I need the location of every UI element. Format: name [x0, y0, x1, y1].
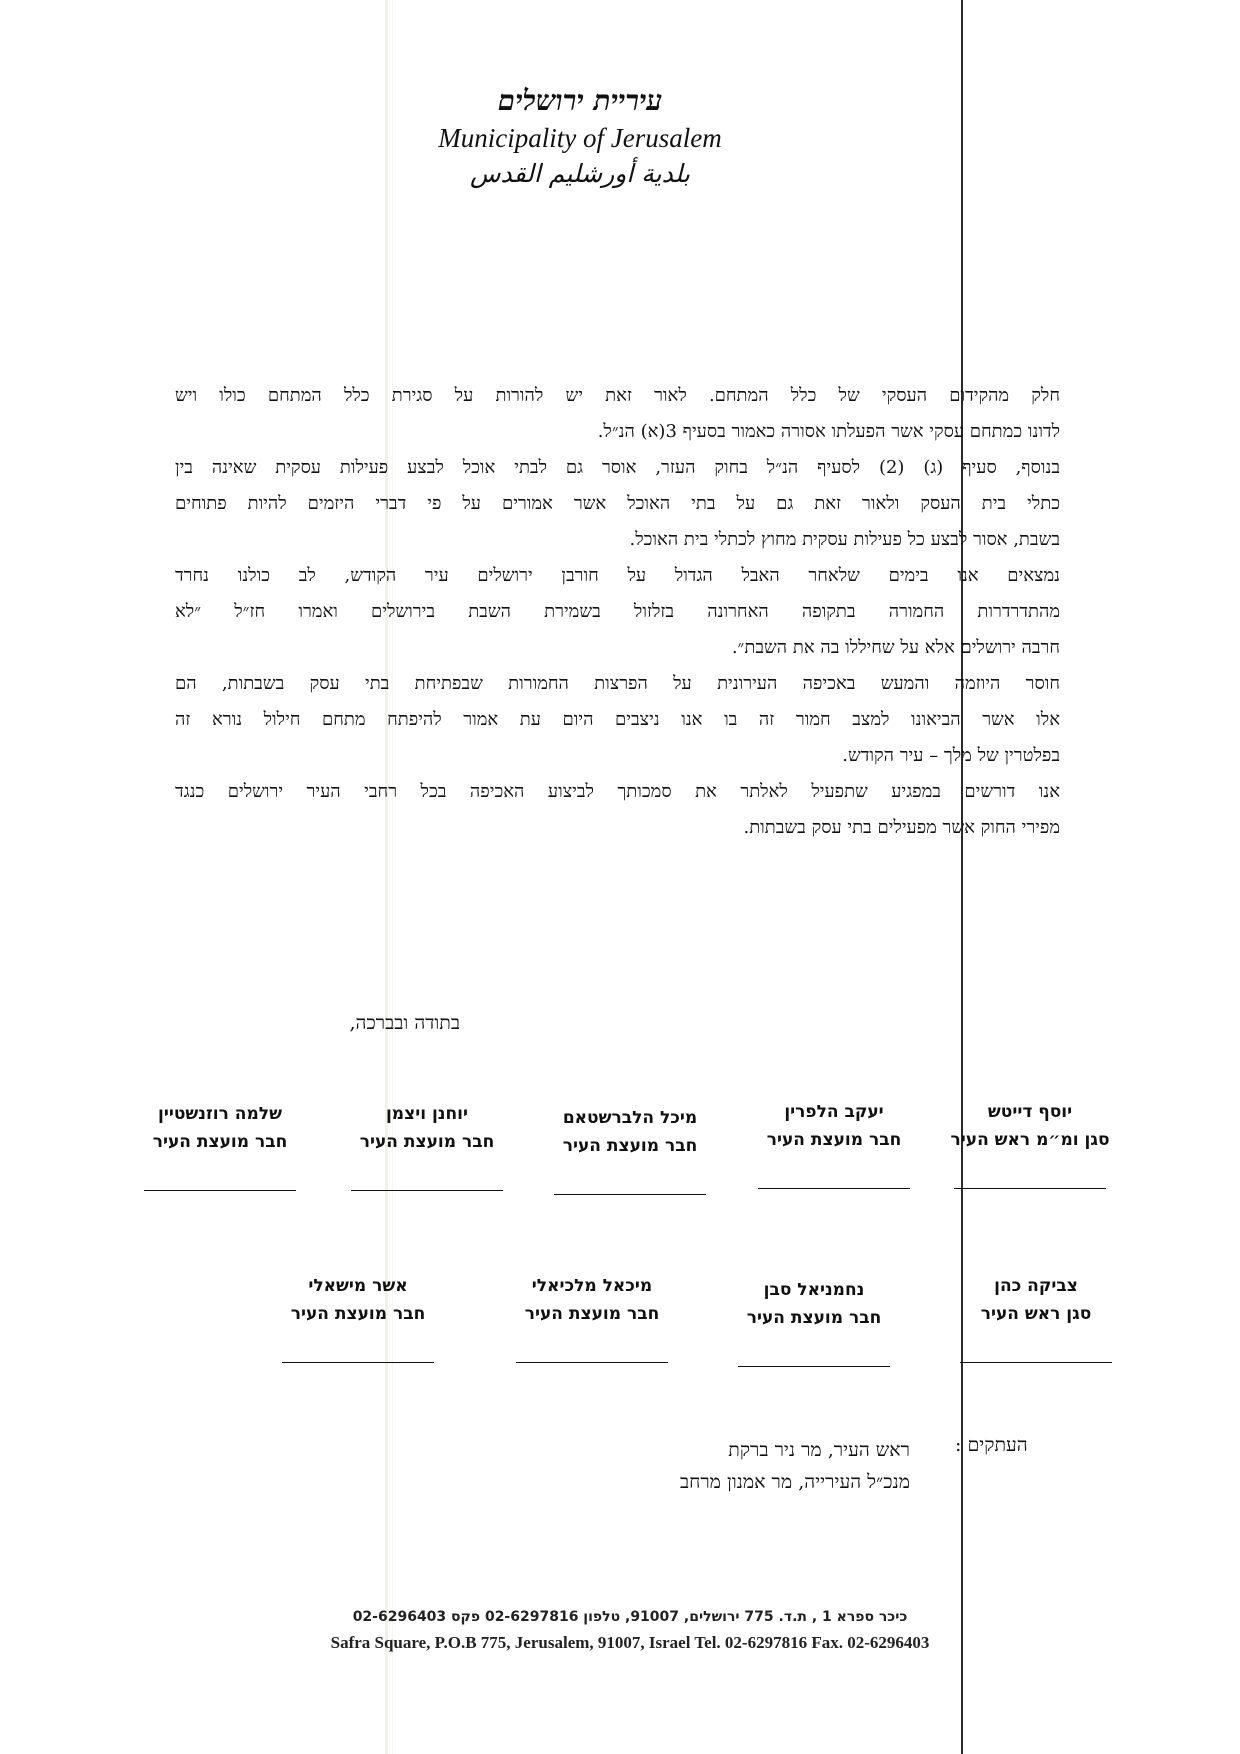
letterhead [380, 82, 780, 192]
signature-line [960, 1362, 1112, 1363]
signatory-title: סגן ומ״מ ראש העיר [950, 1130, 1110, 1150]
signature-line [144, 1190, 296, 1191]
footer-address-hebrew: כיכר ספרא 1 , ת.ד. 775 ירושלים, 91007, טלפון 02-6297816 פקס 02-6296403 [352, 1609, 908, 1625]
scan-artifact-line [392, 0, 393, 1754]
signature-block [492, 1272, 692, 1363]
signatory-name: יוחנן ויצמן [385, 1104, 469, 1124]
scan-artifact-line [385, 0, 388, 1754]
signature-block [714, 1276, 914, 1367]
signature-line [516, 1362, 668, 1363]
signature-block [327, 1100, 527, 1191]
footer-address-english: Safra Square, P.O.B 775, Jerusalem, 91007, Israel Tel. 02-6297816 Fax. 02-6296403 [330, 1633, 930, 1652]
body-line: בנוסף, סעיף (ג) (2) לסעיף הנ״ל בחוק העזר, אוסר גם לבתי אוכל לבצע פעילות עסקית שאינה בין [175, 457, 1060, 478]
signatory-title: חבר מועצת העיר [152, 1132, 288, 1152]
signature-block [258, 1272, 458, 1363]
signatory-title: חבר מועצת העיר [359, 1132, 495, 1152]
copies-label: העתקים : [955, 1434, 1028, 1456]
body-line: אלו אשר הביאונו למצב חמור זה בו אנו ניצבים היום עת אמור להיפתח מתחם חילול נורא זה [175, 709, 1060, 730]
signatory-name: מיכל הלברשטאם [562, 1108, 698, 1128]
signatory-title: חבר מועצת העיר [562, 1136, 698, 1156]
copy-recipient: ראש העיר, מר ניר ברקת [728, 1439, 910, 1461]
signature-line [758, 1188, 910, 1189]
footer [250, 1604, 1010, 1656]
signatory-name: שלמה רוזנשטיין [158, 1104, 282, 1124]
body-line: לדונו כמתחם עסקי אשר הפעלתו אסורה כאמור בסעיף 3(א) הנ״ל. [597, 421, 1060, 442]
body-line: אנו דורשים במפגיע שתפעיל לאלתר את סמכותך לביצוע האכיפה בכל רחבי העיר ירושלים כנגד [175, 781, 1060, 802]
copies-list [560, 1434, 910, 1498]
signatory-name: צביקה כהן [994, 1276, 1078, 1296]
body-line: בפלטרין של מלך – עיר הקודש. [842, 745, 1060, 766]
signature-block [120, 1100, 320, 1191]
copy-recipient: מנכ״ל העירייה, מר אמנון מרחב [679, 1471, 910, 1493]
signature-line [554, 1194, 706, 1195]
body-line: חרבה ירושלים אלא על שחיללו בה את השבת״. [731, 637, 1060, 658]
signature-line [282, 1362, 434, 1363]
signatory-name: יוסף דייטש [987, 1102, 1073, 1122]
body-line: בשבת, אסור לבצע כל פעילות עסקית מחוץ לכתלי בית האוכל. [629, 529, 1060, 550]
signatory-title: חבר מועצת העיר [524, 1304, 660, 1324]
signature-line [351, 1190, 503, 1191]
body-line: מפירי החוק אשר מפעילים בתי עסק בשבתות. [743, 817, 1060, 838]
signatory-name: יעקב הלפרין [784, 1102, 884, 1122]
signature-line [738, 1366, 890, 1367]
signatory-title: חבר מועצת העיר [746, 1308, 882, 1328]
body-line: חוסר היוזמה והמעש באכיפה העירונית על הפרצות החמורות שבפתיחת בתי עסק בשבתות, הם [175, 673, 1060, 694]
body-line: חלק מהקידום העסקי של כלל המתחם. לאור זאת יש להורות על סגירת כלל המתחם כולו ויש [175, 385, 1060, 406]
signature-block [936, 1272, 1136, 1363]
signature-line [954, 1188, 1106, 1189]
body-line: כתלי בית העסק ולאור זאת גם על בתי האוכל אשר אמורים על פי דברי היזמים להיות פתוחים [175, 493, 1060, 514]
signatory-title: חבר מועצת העיר [766, 1130, 902, 1150]
signatory-name: מיכאל מלכיאלי [531, 1276, 653, 1296]
letterhead-arabic: بلدية أورشليم القدس [470, 159, 690, 188]
signature-block [530, 1104, 730, 1195]
letter-body [175, 378, 1060, 846]
body-line: נמצאים אנו בימים שלאחר האבל הגדול על חורבן ירושלים עיר הקודש, לב כולנו נחרד [175, 565, 1060, 586]
body-line: מהתדרדרות החמורה בתקופה האחרונה בזלזול בשמירת השבת בירושלים ואמרו חז״ל ״לא [175, 601, 1060, 622]
closing-greeting: בתודה ובברכה, [349, 1012, 460, 1034]
signatory-name: נחמניאל סבן [763, 1280, 865, 1300]
signatory-name: אשר מישאלי [308, 1276, 408, 1296]
signatory-title: סגן ראש העיר [980, 1304, 1092, 1324]
letterhead-hebrew: עיריית ירושלים [497, 84, 663, 117]
signature-block [930, 1098, 1130, 1189]
signature-block [734, 1098, 934, 1189]
letterhead-english: Municipality of Jerusalem [438, 123, 722, 153]
signatory-title: חבר מועצת העיר [290, 1304, 426, 1324]
scan-artifact-line [961, 0, 963, 1754]
